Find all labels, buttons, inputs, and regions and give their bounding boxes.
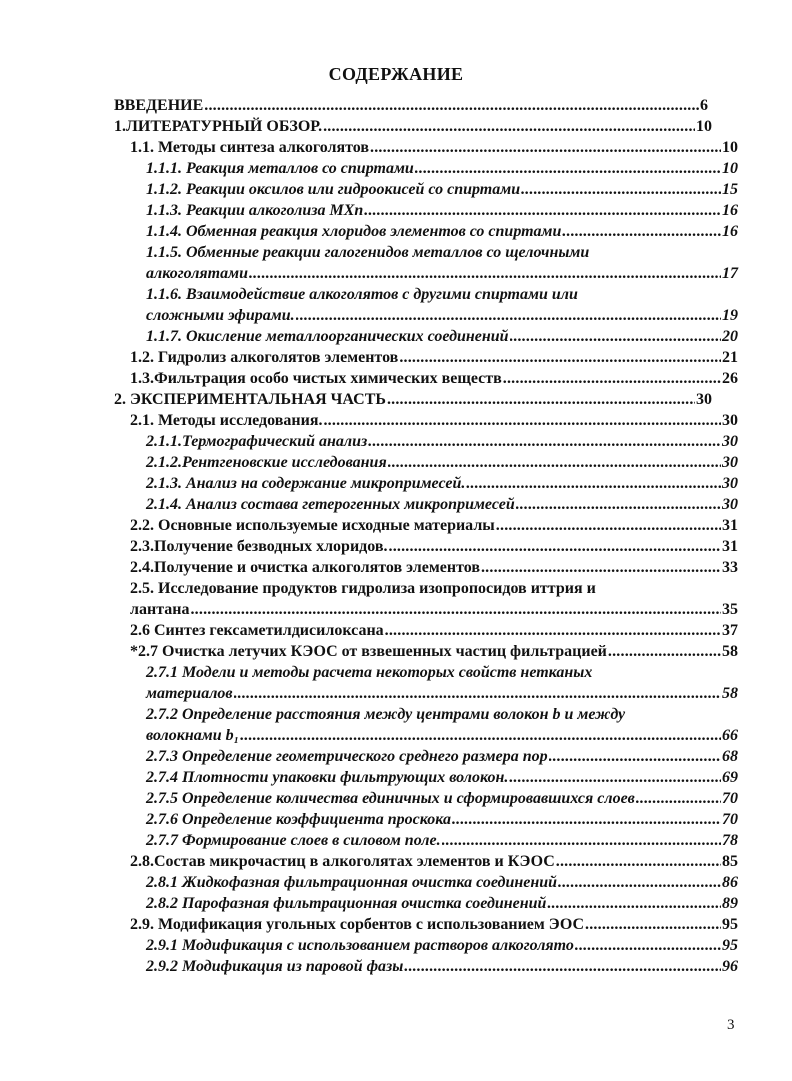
toc-entry-2-7-4 [146,768,738,788]
toc-entry-text: 2.1.3. Анализ на содержание микропримесей. [146,475,466,492]
toc-entry-2-9-1 [146,936,738,956]
leader-dots [503,369,721,389]
toc-entry-page: 6 [700,97,708,114]
toc-entry-1-1-6 [146,285,738,326]
toc-entry-page: 96 [722,958,738,975]
toc-entry-1-1 [130,138,738,158]
leader-dots [496,516,721,536]
toc-entry-text: 2.9. Модификация угольных сорбентов с использованием ЭОС [130,916,585,933]
leader-dots [521,180,721,200]
toc-entry-page: 16 [722,223,738,240]
toc-entry-2-7-2 [146,705,738,746]
toc-entry-2-1-4 [146,495,738,515]
toc-entry-1-1-5 [146,243,738,284]
toc-entry-2-9 [130,915,738,935]
toc-entry-page: 70 [722,811,738,828]
toc-entry-page: 95 [722,916,738,933]
toc-entry-text: 2.4.Получение и очистка алкоголятов элементов [130,559,480,576]
toc-entry-text: 2.6 Синтез гексаметилдисилоксана [130,622,384,639]
leader-dots [404,957,721,977]
toc-entry-2-2 [130,516,738,536]
leader-dots [249,264,721,284]
toc-entry-text-cont: алкоголятами [146,265,248,282]
toc-entry-1-2 [130,348,738,368]
toc-entry-2-5 [130,579,738,620]
toc-entry-page: 68 [722,748,738,765]
toc-entry-page: 17 [722,265,738,282]
toc-entry-text: 2.8.1 Жидкофазная фильтрационная очистка соединений [146,874,558,891]
toc-entry-text: 2.2. Основные используемые исходные материалы [130,517,495,534]
leader-dots [415,159,721,179]
toc-entry-2-1-2 [146,453,738,473]
toc-entry-text-cont: материалов [146,685,233,702]
toc-entry-2-1-3 [146,474,738,494]
toc-entry-text: 2.1.1.Термографический анализ [146,433,368,450]
leader-dots [296,306,721,326]
toc-entry-2-8-1 [146,873,738,893]
toc-entry-1-1-4 [146,222,738,242]
toc-entry-2-7-3 [146,747,738,767]
leader-dots [234,684,721,704]
leader-dots [636,789,721,809]
toc-entry-2-4 [130,558,738,578]
toc-entry-text: 2.8.Состав микрочастиц в алкоголятах элементов и КЭОС [130,853,555,870]
toc-entry-page: 30 [722,433,738,450]
toc-entry-text: 1.1.4. Обменная реакция хлоридов элементов со спиртами [146,223,562,240]
toc-entry-page: 30 [722,412,738,429]
toc-entry-text: ВВЕДЕНИЕ [114,97,204,114]
toc-entry-page: 30 [722,496,738,513]
toc-entry-page: 86 [722,874,738,891]
leader-dots [466,474,721,494]
toc-entry-text: 2.5. Исследование продуктов гидролиза изопропосидов иттрия и [130,580,596,597]
leader-dots [323,411,721,431]
toc-entry-text: 2.8.2 Парофазная фильтрационная очистка соединений [146,895,547,912]
toc-entry-2-7-5 [146,789,738,809]
toc-entry-page: 30 [722,454,738,471]
page-title: СОДЕРЖАНИЕ [328,64,464,84]
leader-dots [204,96,699,116]
toc-entry-1-3 [130,369,738,389]
toc-entry-1-1-2 [146,180,738,200]
leader-dots [190,600,721,620]
toc-entry-introduction [114,96,708,116]
toc-entry-page: 10 [722,139,738,156]
toc-entry-page: 95 [722,937,738,954]
toc-entry-page: 85 [722,853,738,870]
toc-entry-page: 33 [722,559,738,576]
toc-entry-page: 89 [722,895,738,912]
leader-dots [240,726,721,746]
toc-entry-2-8 [130,852,738,872]
toc-entry-1-1-3 [146,201,738,221]
toc-entry-2 [114,390,712,410]
page-number: 3 [727,1017,735,1033]
leader-dots [585,915,721,935]
leader-dots [370,138,721,158]
toc-entry-2-8-2 [146,894,738,914]
leader-dots [575,936,721,956]
toc-entry-text: 2.9.1 Модификация с использованием растворов алкоголято [146,937,574,954]
leader-dots [399,348,721,368]
toc-entry-page: 26 [722,370,738,387]
toc-entry-text: 2.7.3 Определение геометрического среднего размера пор [146,748,548,765]
toc-entry-text: 2.7.6 Определение коэффициента проскока [146,811,451,828]
toc-entry-page: 37 [722,622,738,639]
toc-entry-2-7-1 [146,663,738,704]
toc-entry-text: 1.1.3. Реакции алкоголиза МХп [146,202,364,219]
leader-dots [547,894,721,914]
toc-entry-text: 2.7.1 Модели и методы расчета некоторых свойств нетканых [146,664,593,681]
toc-entry-text: 2.7.4 Плотности упаковки фильтрующих волокон. [146,769,509,786]
leader-dots [608,642,721,662]
toc-entry-page: 15 [722,181,738,198]
toc-entry-2-7 [130,642,738,662]
leader-dots [368,432,721,452]
leader-dots [549,747,721,767]
toc-entry-page: 31 [722,517,738,534]
leader-dots [389,537,722,557]
leader-dots [388,453,721,473]
toc-entry-text: 2. ЭКСПЕРИМЕНТАЛЬНАЯ ЧАСТЬ [114,391,386,408]
toc-entry-text: 1.1.5. Обменные реакции галогенидов металлов со щелочными [146,244,590,261]
toc-entry-text: 1.1. Методы синтеза алкоголятов [130,139,369,156]
leader-dots [510,327,721,347]
toc-entry-2-1 [130,411,738,431]
toc-entry-2-9-2 [146,957,738,977]
leader-dots [323,117,695,137]
toc-entry-text: 1.1.7. Окисление металлоорганических соединений [146,328,509,345]
toc-entry-2-7-6 [146,810,738,830]
toc-entry-page: 69 [722,769,738,786]
toc-entry-page: 30 [722,475,738,492]
toc-entry-page: 31 [722,538,738,555]
toc-entry-page: 30 [696,391,712,408]
toc-entry-page: 58 [722,685,738,702]
toc-entry-text: 1.2. Гидролиз алкоголятов элементов [130,349,399,366]
toc-entry-page: 58 [722,643,738,660]
leader-dots [509,768,721,788]
leader-dots [387,390,695,410]
toc-entry-text: 2.7.5 Определение количества единичных и сформировавшихся слоев [146,790,635,807]
toc-entry-2-1-1 [146,432,738,452]
toc-entry-1 [114,117,712,137]
toc-entry-2-7-7 [146,831,738,851]
leader-dots [556,852,721,872]
toc-entry-text-cont: волокнами b₁ [146,727,240,744]
leader-dots [558,873,721,893]
toc-entry-text: 2.1.4. Анализ состава гетерогенных микропримесей [146,496,515,513]
toc-entry-page: 70 [722,790,738,807]
toc-entry-2-3 [130,537,738,557]
toc-entry-text: 2.1. Методы исследования. [130,412,323,429]
toc-entry-text: 2.3.Получение безводных хлоридов. [130,538,388,555]
toc-entry-text: 2.7.7 Формирование слоев в силовом поле. [146,832,441,849]
toc-entry-1-1-1 [146,159,738,179]
leader-dots [562,222,721,242]
toc-entry-text: *2.7 Очистка летучих КЭОС от взвешенных частиц фильтрацией [130,643,607,660]
toc-entry-page: 35 [722,601,738,618]
toc-entry-text-cont: лантана [130,601,190,618]
leader-dots [385,621,721,641]
toc-entry-page: 16 [722,202,738,219]
toc-entry-text: 2.1.2.Рентгеновские исследования [146,454,387,471]
toc-entry-text-cont: сложными эфирами. [146,307,295,324]
leader-dots [364,201,721,221]
toc-entry-page: 20 [722,328,738,345]
leader-dots [516,495,721,515]
toc-entry-text: 1.1.1. Реакция металлов со спиртами [146,160,414,177]
toc-entry-text: 2.7.2 Определение расстояния между центрами волокон b и между [146,706,626,723]
toc-entry-page: 19 [722,307,738,324]
toc-entry-text: 2.9.2 Модификация из паровой фазы [146,958,404,975]
toc-entry-1-1-7 [146,327,738,347]
toc-entry-text: 1.3.Фильтрация особо чистых химических веществ [130,370,502,387]
toc-entry-text: 1.ЛИТЕРАТУРНЫЙ ОБЗОР. [114,118,323,135]
toc-entry-page: 10 [696,118,712,135]
leader-dots [452,810,721,830]
leader-dots [481,558,721,578]
leader-dots [442,831,721,851]
toc-entry-page: 78 [722,832,738,849]
toc-entry-text: 1.1.2. Реакции оксилов или гидроокисей со спиртами [146,181,521,198]
toc-entry-page: 66 [722,727,738,744]
toc-entry-page: 10 [722,160,738,177]
toc-entry-2-6 [130,621,738,641]
toc-entry-text: 1.1.6. Взаимодействие алкоголятов с другими спиртами или [146,286,578,303]
toc-entry-page: 21 [722,349,738,366]
